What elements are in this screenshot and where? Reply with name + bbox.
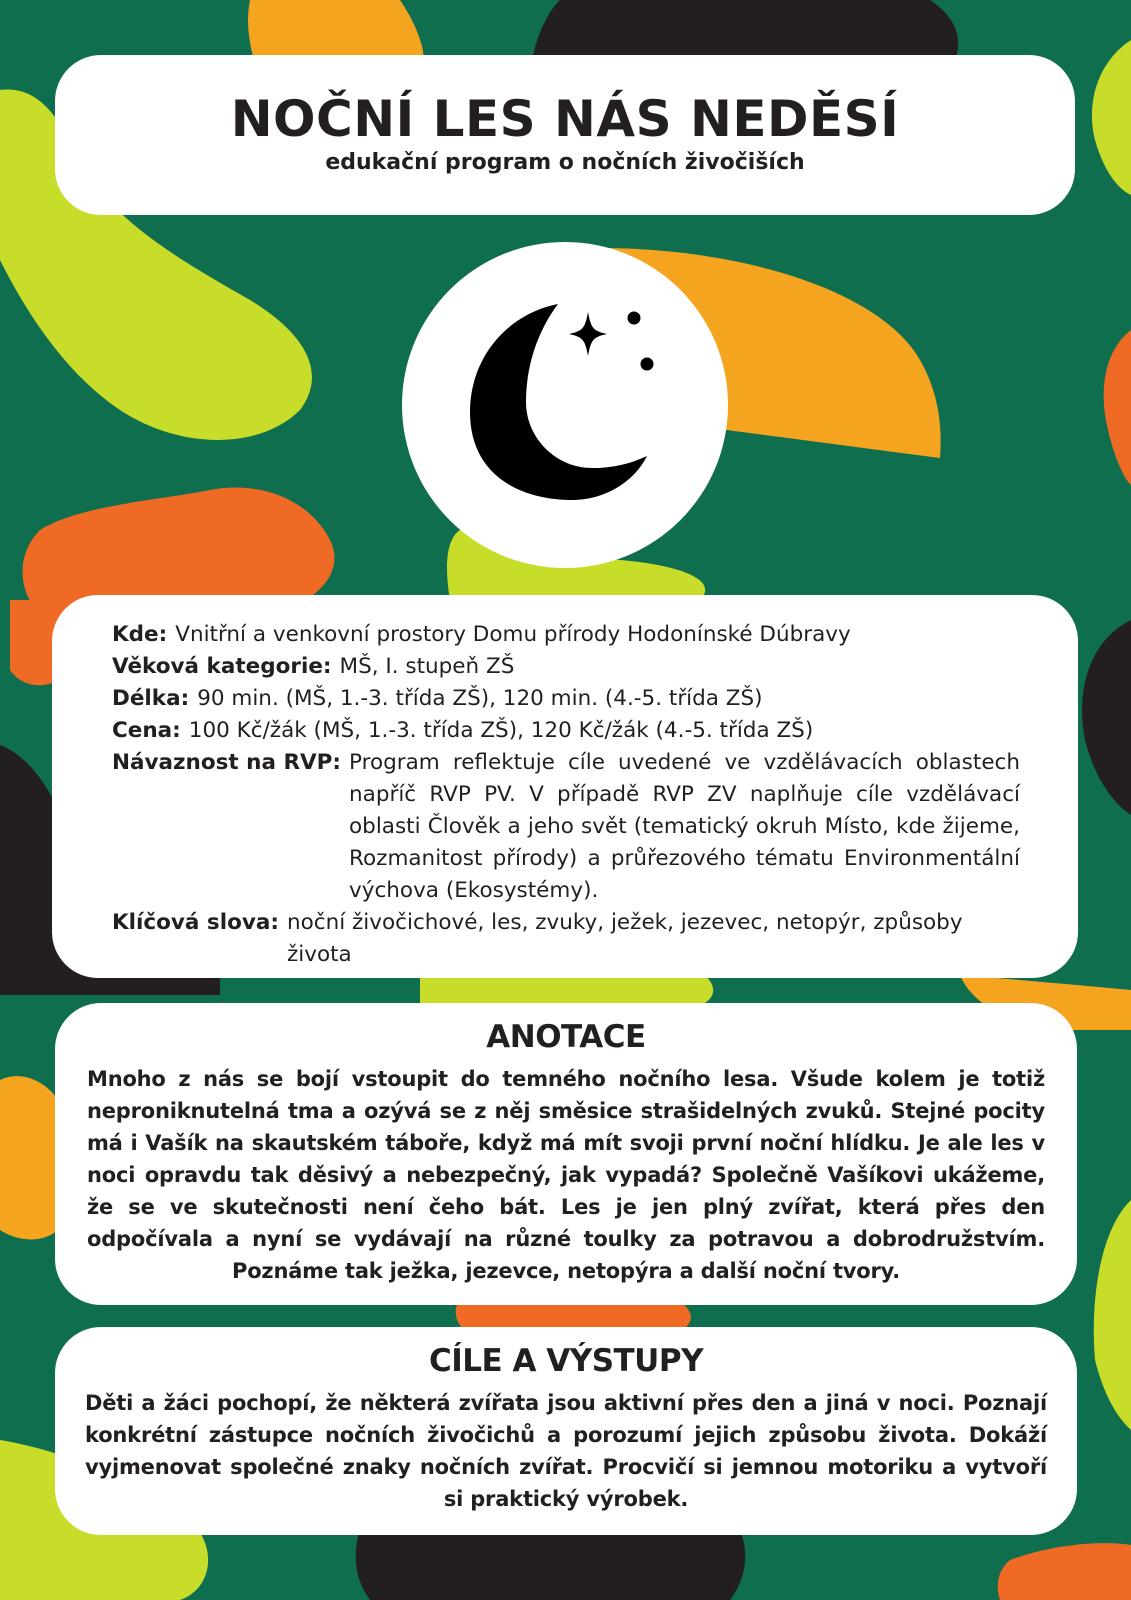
info-location: [112, 619, 1020, 651]
moon-badge: [402, 242, 728, 568]
goals-text: Děti a žáci pochopí, že některá zvířata jsou aktivní přes den a jiná v noci. Poznají konkrétní zástupce nočních živočichů a porozumí jejich způsobu života. Dokáží vyjmenovat společné znaky nočních zvířat. Procvičí si jemnou motoriku a vytvoří si praktický výrobek.: [85, 1391, 1047, 1511]
annotation-card: [55, 1003, 1077, 1305]
title-card: [55, 55, 1075, 215]
moon-crescent-shape: [470, 304, 647, 500]
star-dot-top: [628, 312, 641, 325]
bg-shape-lime-right-lower: [1094, 1200, 1131, 1430]
bg-shape-lime-right-top: [1092, 40, 1131, 195]
location-label: Kde:: [112, 622, 168, 647]
page-subtitle: edukační program o nočních živočiších: [325, 150, 805, 175]
bg-shape-orange-right: [1104, 330, 1131, 485]
bg-shape-orange-bottom-right: [998, 1543, 1131, 1600]
length-value: 90 min. (MŠ, 1.-3. třída ZŠ), 120 min. (4.-5. třída ZŠ): [197, 686, 763, 711]
price-value: 100 Kč/žák (MŠ, 1.-3. třída ZŠ), 120 Kč/žák (4.-5. třída ZŠ): [188, 718, 814, 743]
info-rvp: [112, 747, 1020, 907]
bg-shape-orange-left-mid: [0, 1076, 58, 1239]
info-price: [112, 715, 1020, 747]
annotation-title: ANOTACE: [486, 1019, 646, 1055]
age-label: Věková kategorie:: [112, 654, 332, 679]
star-shape: [569, 312, 607, 356]
info-card: [52, 595, 1078, 978]
goals-title: CÍLE A VÝSTUPY: [428, 1343, 704, 1379]
page-title: NOČNÍ LES NÁS NEDĚSÍ: [230, 90, 900, 148]
info-keywords: [112, 907, 1020, 971]
length-label: Délka:: [112, 686, 190, 711]
age-value: MŠ, I. stupeň ZŠ: [339, 654, 515, 679]
keywords-label: Klíčová slova:: [112, 910, 279, 935]
annotation-text: Mnoho z nás se bojí vstoupit do temného nočního lesa. Všude kolem je totiž neproniknutelná tma a ozývá se z něj směsice strašidelných zvuků. Stejné pocity má i Vašík na skautském táboře, když má mít svoji první noční hlídku. Je ale les v noci opravdu tak děsivý a nebezpečný, jak vypadá? Společně Vašíkovi ukážeme, že se ve skutečnosti není čeho bát. Les je jen plný zvířat, která přes den odpočívala a nyní se vydávají na různé toulky za potravou a dobrodružstvím. Poznáme tak ježka, jezevce, netopýra a další noční tvory.: [87, 1067, 1045, 1283]
info-age: [112, 651, 1020, 683]
keywords-value: noční živočichové, les, zvuky, ježek, jezevec, netopýr, způsoby života: [286, 910, 963, 967]
location-value: Vnitřní a venkovní prostory Domu přírody Hodonínské Dúbravy: [175, 622, 851, 647]
price-label: Cena:: [112, 718, 181, 743]
rvp-label: Návaznost na RVP:: [112, 750, 342, 775]
rvp-value: Program reflektuje cíle uvedené ve vzdělávacích oblastech napříč RVP PV. V případě RVP ZV naplňuje cíle vzdělávací oblasti Člověk a jeho svět (tematický okruh Místo, kde žijeme, Rozmanitost přírody) a průřezového tématu Environmentální výchova (Ekosystémy).: [349, 750, 1020, 903]
star-dot-right: [641, 358, 654, 371]
goals-card: [55, 1327, 1077, 1535]
bg-shape-dark-bottom: [356, 1530, 746, 1600]
info-length: [112, 683, 1020, 715]
moon-stars-icon: [402, 242, 728, 568]
bg-shape-dark-right: [1082, 620, 1131, 815]
